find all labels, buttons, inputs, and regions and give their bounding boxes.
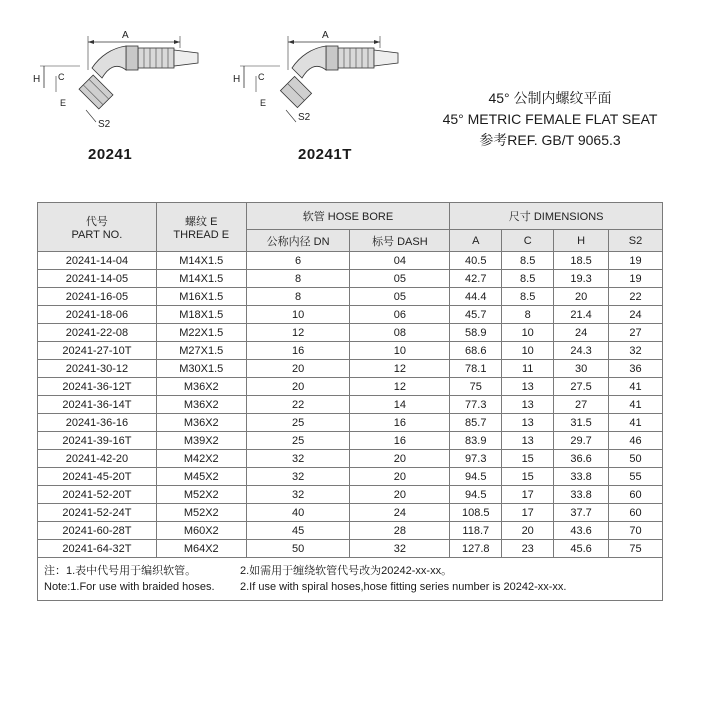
cell-part-no: 20241-52-20T [38, 486, 157, 504]
table-notes [38, 558, 663, 601]
cell-c: 23 [502, 540, 554, 558]
model-number-20241t: 20241T [298, 146, 352, 163]
header-part-no [38, 203, 157, 252]
model-number-20241: 20241 [88, 146, 133, 163]
table-row [38, 342, 663, 360]
cell-dash: 28 [350, 522, 450, 540]
title-ref: 参考REF. GB/T 9065.3 [479, 132, 621, 148]
cell-thread: M42X2 [156, 450, 246, 468]
cell-dash: 14 [350, 396, 450, 414]
header-h: H [554, 230, 609, 252]
cell-h: 19.3 [554, 270, 609, 288]
cell-s2: 36 [609, 360, 663, 378]
cell-dash: 06 [350, 306, 450, 324]
cell-s2: 75 [609, 540, 663, 558]
cell-a: 127.8 [450, 540, 502, 558]
specification-table-body [38, 252, 663, 558]
cell-dn: 12 [246, 324, 350, 342]
cell-h: 45.6 [554, 540, 609, 558]
cell-c: 11 [502, 360, 554, 378]
cell-a: 45.7 [450, 306, 502, 324]
header-dn: 公称内径 DN [246, 230, 350, 252]
header-c: C [502, 230, 554, 252]
cell-dash: 05 [350, 288, 450, 306]
table-row [38, 378, 663, 396]
cell-h: 27 [554, 396, 609, 414]
cell-a: 75 [450, 378, 502, 396]
table-row [38, 360, 663, 378]
dim-h-label: H [33, 74, 41, 85]
cell-c: 10 [502, 342, 554, 360]
header-dash: 标号 DASH [350, 230, 450, 252]
cell-h: 21.4 [554, 306, 609, 324]
fitting-drawing-20241t [230, 22, 410, 132]
cell-s2: 27 [609, 324, 663, 342]
cell-dn: 40 [246, 504, 350, 522]
cell-c: 17 [502, 504, 554, 522]
dim-e-label-t: E [260, 98, 267, 108]
cell-dash: 20 [350, 486, 450, 504]
table-row [38, 288, 663, 306]
fitting-20241-svg [30, 22, 210, 132]
cell-part-no: 20241-36-14T [38, 396, 157, 414]
cell-part-no: 20241-36-12T [38, 378, 157, 396]
cell-a: 108.5 [450, 504, 502, 522]
cell-thread: M36X2 [156, 396, 246, 414]
cell-part-no: 20241-52-24T [38, 504, 157, 522]
table-row [38, 324, 663, 342]
table-row [38, 522, 663, 540]
cell-a: 97.3 [450, 450, 502, 468]
note-cn-1: 注：1.表中代号用于编织软管。 [44, 565, 197, 577]
cell-dash: 16 [350, 432, 450, 450]
product-title-block [420, 88, 680, 151]
cell-part-no: 20241-14-04 [38, 252, 157, 270]
cell-s2: 41 [609, 378, 663, 396]
cell-dash: 12 [350, 378, 450, 396]
cell-a: 68.6 [450, 342, 502, 360]
cell-a: 40.5 [450, 252, 502, 270]
cell-a: 83.9 [450, 432, 502, 450]
dim-c-label-t: C [258, 72, 265, 82]
cell-dn: 25 [246, 414, 350, 432]
cell-h: 18.5 [554, 252, 609, 270]
fitting-drawing-20241 [30, 22, 210, 132]
cell-thread: M39X2 [156, 432, 246, 450]
cell-dash: 24 [350, 504, 450, 522]
cell-s2: 22 [609, 288, 663, 306]
cell-part-no: 20241-36-16 [38, 414, 157, 432]
cell-dn: 6 [246, 252, 350, 270]
cell-dash: 04 [350, 252, 450, 270]
cell-dn: 20 [246, 360, 350, 378]
cell-a: 94.5 [450, 486, 502, 504]
cell-dash: 32 [350, 540, 450, 558]
cell-part-no: 20241-18-06 [38, 306, 157, 324]
cell-c: 13 [502, 414, 554, 432]
cell-s2: 60 [609, 504, 663, 522]
cell-dn: 10 [246, 306, 350, 324]
cell-a: 85.7 [450, 414, 502, 432]
cell-a: 44.4 [450, 288, 502, 306]
cell-part-no: 20241-60-28T [38, 522, 157, 540]
cell-dn: 32 [246, 468, 350, 486]
cell-h: 37.7 [554, 504, 609, 522]
cell-part-no: 20241-14-05 [38, 270, 157, 288]
cell-c: 8 [502, 306, 554, 324]
header-hose-bore: 软管 HOSE BORE [246, 203, 450, 230]
cell-s2: 24 [609, 306, 663, 324]
note-en-1: Note:1.For use with braided hoses. [44, 581, 215, 593]
dim-a-label: A [122, 30, 129, 41]
cell-thread: M36X2 [156, 414, 246, 432]
note-en-2: 2.If use with spiral hoses,hose fitting series number is 20242-xx-xx. [240, 581, 567, 593]
cell-h: 33.8 [554, 468, 609, 486]
cell-thread: M22X1.5 [156, 324, 246, 342]
header-dimensions: 尺寸 DIMENSIONS [450, 203, 663, 230]
cell-part-no: 20241-30-12 [38, 360, 157, 378]
cell-part-no: 20241-27-10T [38, 342, 157, 360]
cell-s2: 70 [609, 522, 663, 540]
cell-s2: 41 [609, 396, 663, 414]
cell-thread: M16X1.5 [156, 288, 246, 306]
cell-dash: 05 [350, 270, 450, 288]
cell-a: 42.7 [450, 270, 502, 288]
dim-c-label: C [58, 72, 65, 82]
cell-part-no: 20241-39-16T [38, 432, 157, 450]
cell-thread: M52X2 [156, 486, 246, 504]
cell-a: 58.9 [450, 324, 502, 342]
notes-cn-line [44, 563, 656, 579]
cell-s2: 50 [609, 450, 663, 468]
cell-s2: 46 [609, 432, 663, 450]
notes-en-line [44, 579, 656, 595]
cell-dash: 20 [350, 450, 450, 468]
cell-c: 10 [502, 324, 554, 342]
cell-s2: 60 [609, 486, 663, 504]
cell-thread: M36X2 [156, 378, 246, 396]
fitting-20241t-svg [230, 22, 410, 132]
cell-c: 17 [502, 486, 554, 504]
cell-dn: 32 [246, 486, 350, 504]
specification-table [37, 202, 663, 601]
cell-c: 8.5 [502, 270, 554, 288]
cell-s2: 19 [609, 252, 663, 270]
cell-dn: 25 [246, 432, 350, 450]
cell-thread: M14X1.5 [156, 252, 246, 270]
cell-dn: 45 [246, 522, 350, 540]
cell-h: 30 [554, 360, 609, 378]
cell-part-no: 20241-16-05 [38, 288, 157, 306]
cell-dn: 32 [246, 450, 350, 468]
cell-c: 8.5 [502, 288, 554, 306]
cell-h: 24 [554, 324, 609, 342]
table-row [38, 432, 663, 450]
cell-thread: M14X1.5 [156, 270, 246, 288]
cell-h: 24.3 [554, 342, 609, 360]
cell-h: 33.8 [554, 486, 609, 504]
header-thread-cn: 螺纹 E [185, 216, 218, 228]
cell-c: 20 [502, 522, 554, 540]
cell-c: 13 [502, 378, 554, 396]
cell-h: 20 [554, 288, 609, 306]
dim-a-label-t: A [322, 30, 329, 41]
cell-thread: M64X2 [156, 540, 246, 558]
table-row [38, 504, 663, 522]
cell-dn: 16 [246, 342, 350, 360]
cell-dn: 8 [246, 270, 350, 288]
header-a: A [450, 230, 502, 252]
cell-thread: M45X2 [156, 468, 246, 486]
cell-dn: 8 [246, 288, 350, 306]
cell-thread: M18X1.5 [156, 306, 246, 324]
cell-dash: 20 [350, 468, 450, 486]
cell-c: 13 [502, 396, 554, 414]
cell-dash: 16 [350, 414, 450, 432]
dim-h-label-t: H [233, 74, 241, 85]
cell-thread: M60X2 [156, 522, 246, 540]
table-row [38, 270, 663, 288]
cell-dn: 20 [246, 378, 350, 396]
cell-part-no: 20241-64-32T [38, 540, 157, 558]
cell-h: 31.5 [554, 414, 609, 432]
cell-s2: 41 [609, 414, 663, 432]
header-thread [156, 203, 246, 252]
table-row [38, 306, 663, 324]
cell-c: 13 [502, 432, 554, 450]
table-row [38, 486, 663, 504]
cell-c: 15 [502, 450, 554, 468]
cell-s2: 19 [609, 270, 663, 288]
cell-s2: 55 [609, 468, 663, 486]
cell-dn: 22 [246, 396, 350, 414]
cell-h: 36.6 [554, 450, 609, 468]
cell-thread: M52X2 [156, 504, 246, 522]
table-row [38, 450, 663, 468]
cell-h: 29.7 [554, 432, 609, 450]
cell-part-no: 20241-22-08 [38, 324, 157, 342]
title-en: 45° METRIC FEMALE FLAT SEAT [442, 111, 658, 127]
table-row [38, 540, 663, 558]
table-row [38, 414, 663, 432]
cell-thread: M30X1.5 [156, 360, 246, 378]
table-row [38, 468, 663, 486]
cell-h: 27.5 [554, 378, 609, 396]
note-cn-2: 2.如需用于缠绕软管代号改为20242-xx-xx。 [240, 565, 453, 577]
title-cn: 45° 公制内螺纹平面 [488, 90, 612, 106]
cell-part-no: 20241-42-20 [38, 450, 157, 468]
cell-dash: 08 [350, 324, 450, 342]
cell-dash: 12 [350, 360, 450, 378]
cell-c: 8.5 [502, 252, 554, 270]
table-row [38, 396, 663, 414]
cell-a: 118.7 [450, 522, 502, 540]
dim-e-label: E [60, 98, 67, 108]
cell-a: 94.5 [450, 468, 502, 486]
cell-dash: 10 [350, 342, 450, 360]
cell-dn: 50 [246, 540, 350, 558]
table-row [38, 252, 663, 270]
cell-a: 77.3 [450, 396, 502, 414]
cell-a: 78.1 [450, 360, 502, 378]
header-thread-en: THREAD E [173, 229, 230, 241]
cell-thread: M27X1.5 [156, 342, 246, 360]
cell-part-no: 20241-45-20T [38, 468, 157, 486]
dim-s2-label: S2 [98, 119, 111, 130]
cell-c: 15 [502, 468, 554, 486]
dim-s2-label-t: S2 [298, 112, 311, 123]
cell-s2: 32 [609, 342, 663, 360]
header-part-no-cn: 代号 [85, 216, 108, 228]
cell-h: 43.6 [554, 522, 609, 540]
header-part-no-en: PART NO. [71, 229, 123, 241]
header-s2: S2 [609, 230, 663, 252]
